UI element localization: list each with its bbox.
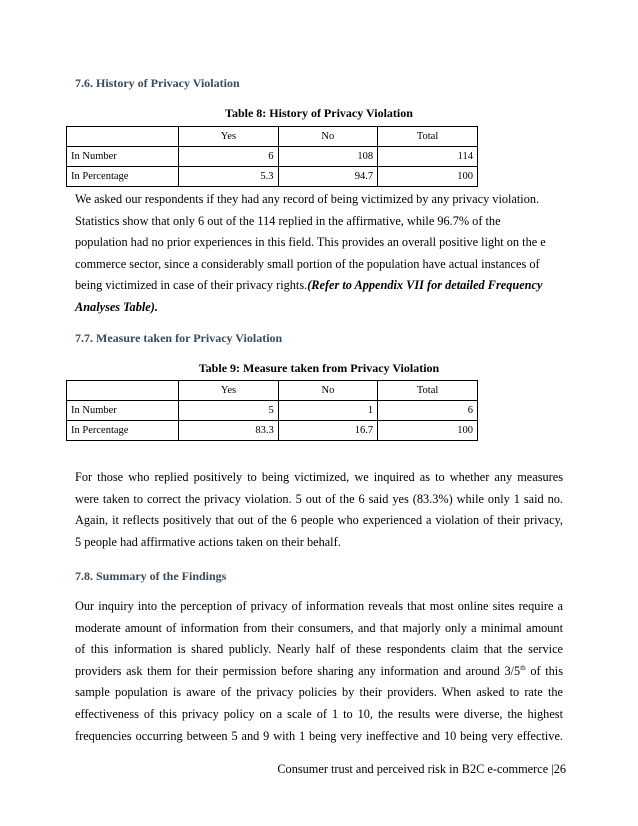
paragraph-line: population had no prior experiences in this field. This provides an overall positive light on the e [75,235,546,250]
table-cell: 108 [278,147,378,167]
footer-separator: | [551,762,554,776]
page-number: 26 [553,762,566,776]
table-cell: 1 [278,401,377,421]
table-row [67,401,478,421]
table-cell: 94.7 [278,167,378,187]
table-9 [66,380,478,441]
table-header-cell [67,381,179,401]
table-8 [66,126,478,187]
table-8-caption: Table 8: History of Privacy Violation [225,106,413,120]
paragraph-7-8 [75,596,563,747]
page-footer [0,762,566,777]
table-header-cell: Yes [179,381,278,401]
section-heading-7-8: 7.8. Summary of the Findings [75,569,227,583]
table-row [67,421,478,441]
table-header-cell: Total [378,127,478,147]
table-cell: 16.7 [278,421,377,441]
table-header-cell: Total [378,381,478,401]
table-row [67,167,478,187]
table-cell: 114 [378,147,478,167]
paragraph-line [75,661,563,683]
paragraph-7-7 [75,467,563,553]
table-cell: 100 [378,421,478,441]
paragraph-line: commerce sector, since a considerably small portion of the population have actual instances of [75,256,540,271]
paragraph-line: Our inquiry into the perception of privacy of information reveals that most online sites require a [75,599,563,613]
table-header-cell: No [278,381,377,401]
appendix-reference-cont: Analyses Table). [75,299,158,314]
paragraph-line [75,275,563,297]
paragraph-7-6 [75,189,563,319]
table-9-caption: Table 9: Measure taken from Privacy Violation [198,361,440,375]
row-label: In Number [67,147,179,167]
paragraph-text: providers ask them for their permission before sharing any information and around 3/5 [75,663,521,678]
paragraph-line: 5 people had affirmative actions taken on their behalf. [75,534,341,549]
table-header-cell: No [278,127,378,147]
table-row [67,147,478,167]
paragraph-line: Again, it reflects positively that out of the 6 people who experienced a violation of their privacy, [75,513,563,528]
table-header-row [67,127,478,147]
table-header-row [67,381,478,401]
paragraph-text: being victimized in case of their privacy rights. [75,278,308,293]
paragraph-line: effectiveness of this privacy policy on a scale of 1 to 10, the results were diverse, the highest [75,706,563,721]
paragraph-line: We asked our respondents if they had any record of being victimized by any privacy violation. [75,192,540,206]
row-label: In Number [67,401,179,421]
table-cell: 6 [378,401,478,421]
row-label: In Percentage [67,421,179,441]
paragraph-line: moderate amount of information from their consumers, and that majorly only a minimal amount [75,620,563,635]
paragraph-line: frequencies occurring between 5 and 9 with 1 being very ineffective and 10 being very effective. [75,728,563,743]
paragraph-line: For those who replied positively to being victimized, we inquired as to whether any measures [75,470,563,484]
table-header-cell [67,127,179,147]
appendix-reference: (Refer to Appendix VII for detailed Frequency [307,278,543,293]
table-cell: 100 [378,167,478,187]
section-heading-7-6: 7.6. History of Privacy Violation [75,76,240,90]
section-heading-7-7: 7.7. Measure taken for Privacy Violation [75,331,283,345]
paragraph-line: were taken to correct the privacy violation. 5 out of the 6 said yes (83.3%) while only 1 said no. [75,491,563,506]
paragraph-line: Statistics show that only 6 out of the 114 replied in the affirmative, while 96.7% of the [75,213,501,228]
table-cell: 83.3 [179,421,278,441]
table-cell: 5 [179,401,278,421]
table-cell: 6 [179,147,278,167]
paragraph-line: of this information is shared publicly. Nearly half of these respondents claim that the service [75,642,563,657]
table-cell: 5.3 [179,167,278,187]
table-header-cell: Yes [179,127,278,147]
footer-text: Consumer trust and perceived risk in B2C e-commerce [277,762,549,776]
paragraph-text: of this [525,663,563,678]
row-label: In Percentage [67,167,179,187]
paragraph-line: sample population is aware of the privacy policies by their providers. When asked to rate the [75,685,563,700]
superscript: th [520,663,526,672]
